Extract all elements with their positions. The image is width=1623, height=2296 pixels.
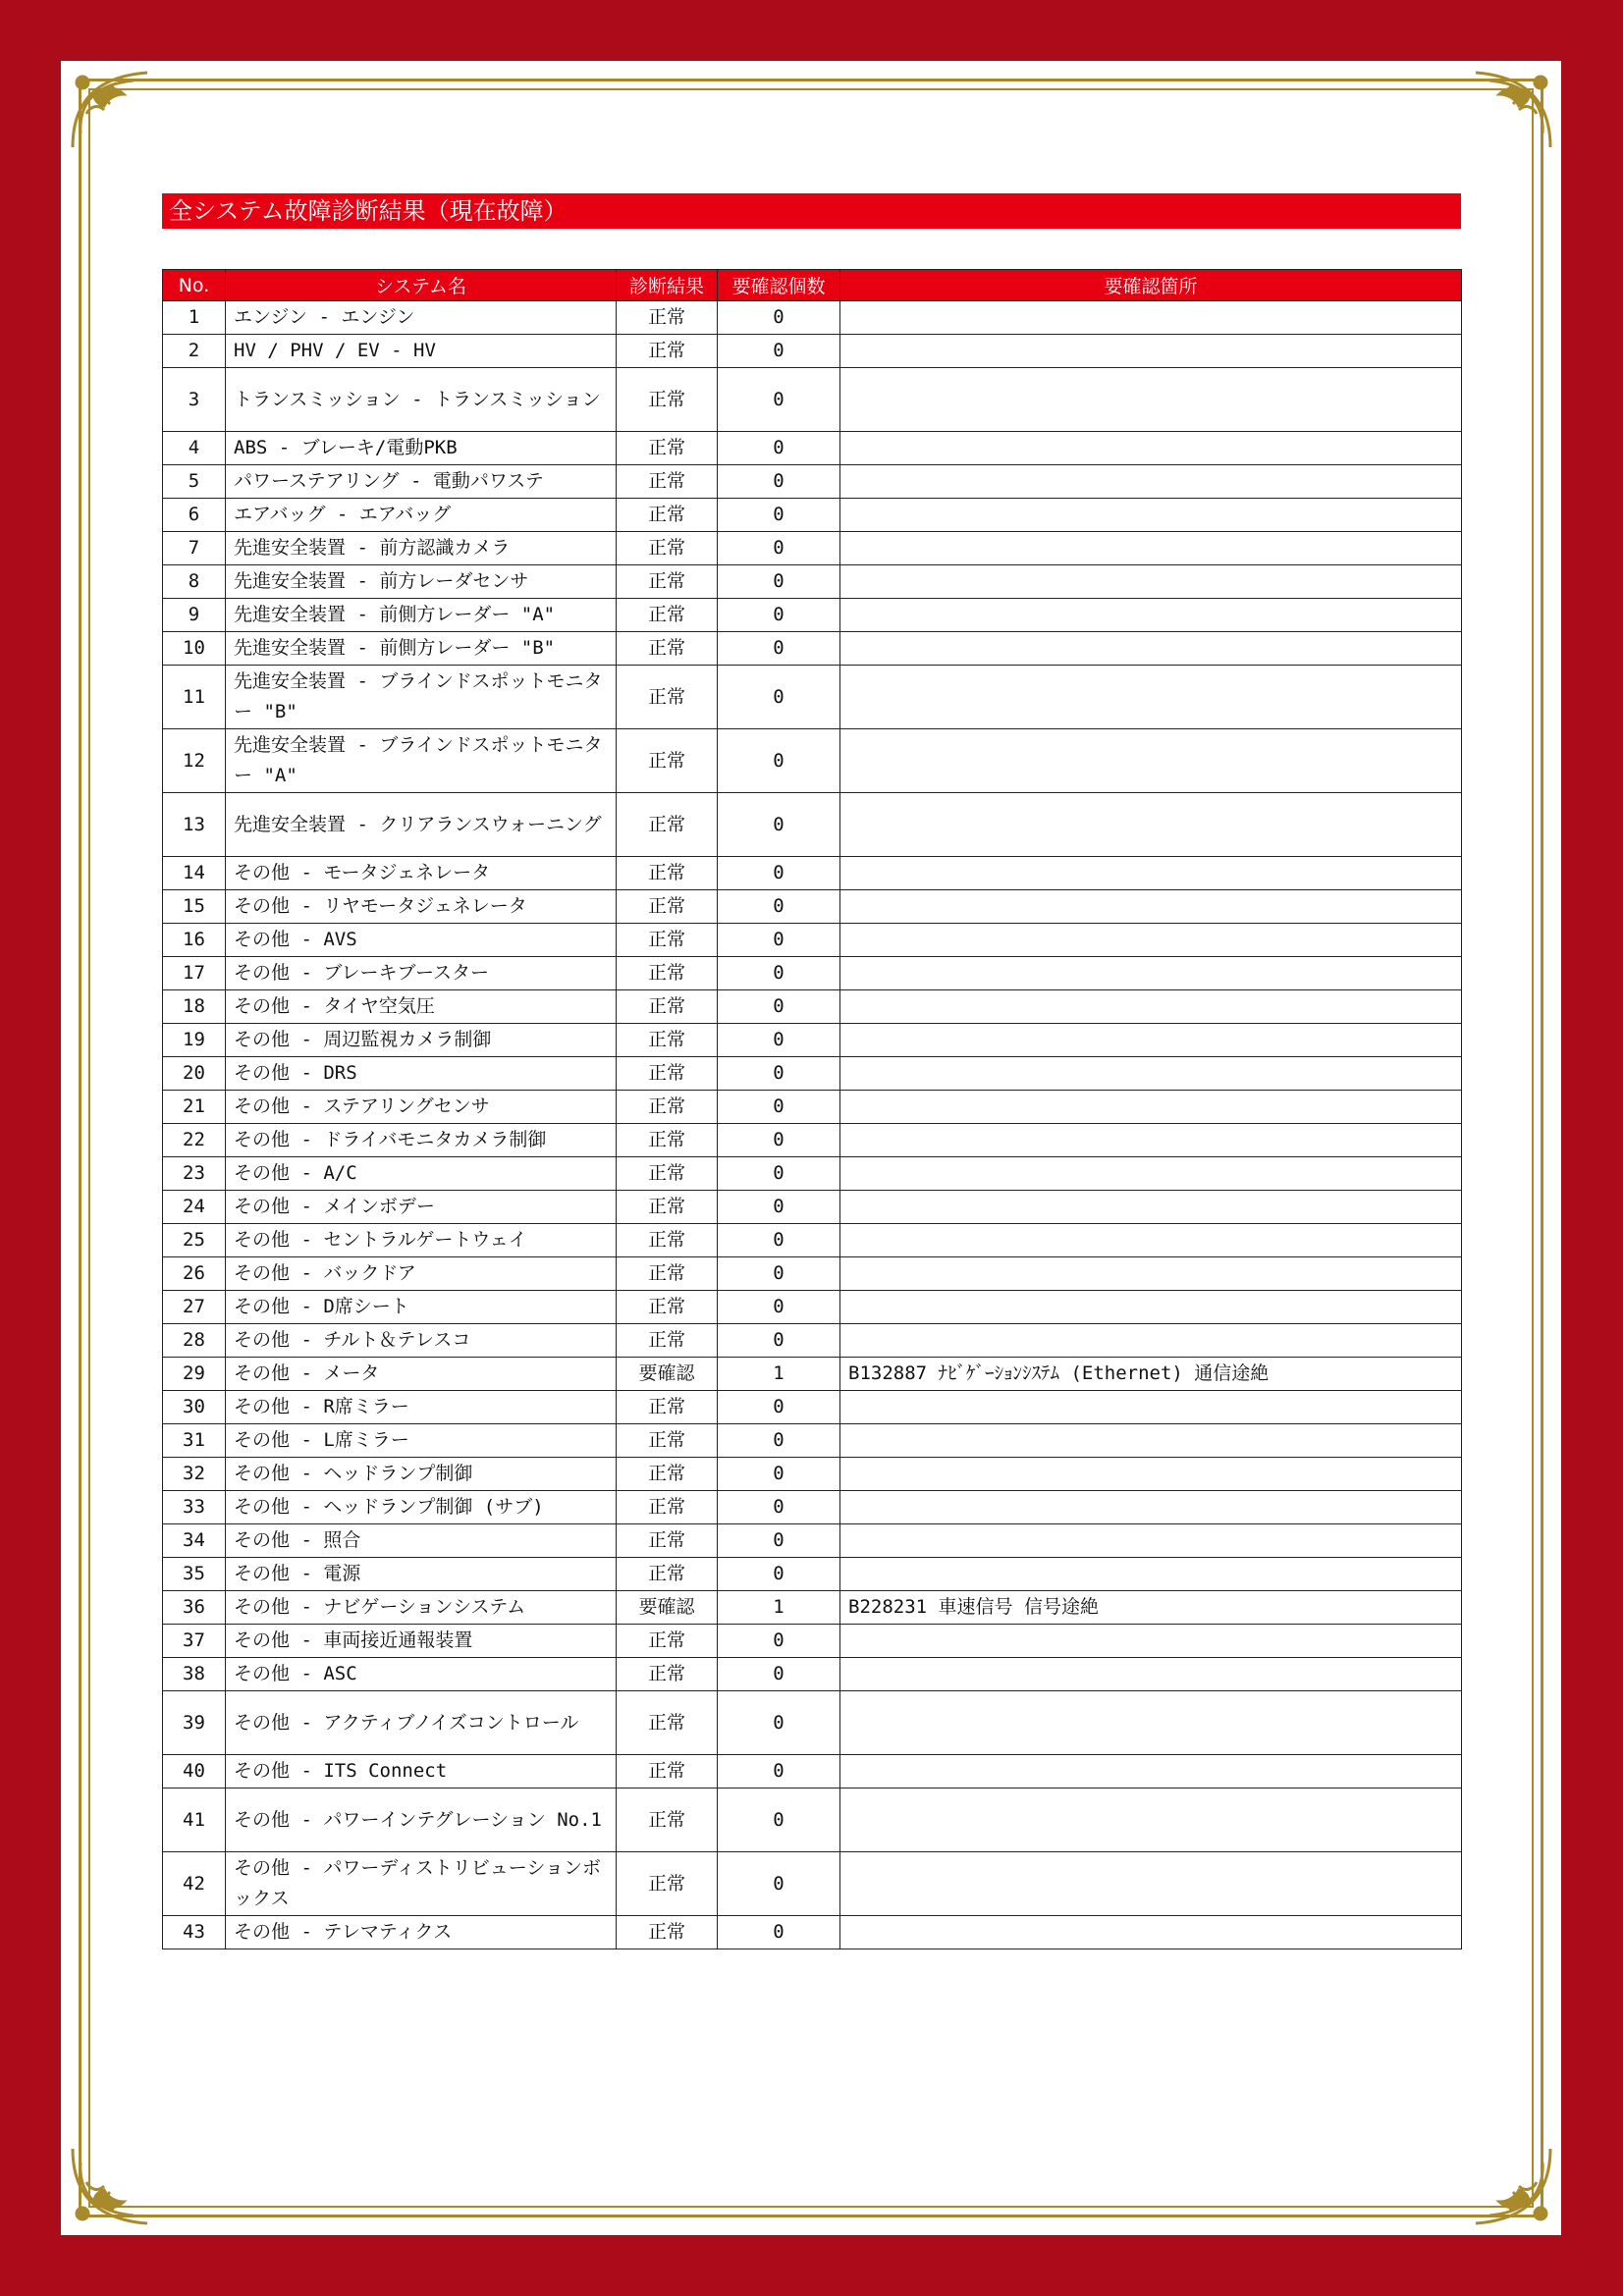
row-result: 正常 [617, 1191, 718, 1224]
row-system-name: その他 - ITS Connect [226, 1755, 617, 1789]
row-system-name: 先進安全装置 - クリアランスウォーニング [226, 793, 617, 857]
row-location [840, 1625, 1462, 1658]
row-result: 正常 [617, 565, 718, 599]
row-location [840, 1658, 1462, 1691]
header-no: No. [163, 270, 226, 301]
row-result: 正常 [617, 465, 718, 499]
row-result: 正常 [617, 301, 718, 335]
row-location [840, 499, 1462, 532]
table-row [163, 1157, 1462, 1191]
row-system-name: その他 - D席シート [226, 1291, 617, 1324]
row-location [840, 368, 1462, 432]
table-row [163, 1852, 1462, 1916]
row-count: 1 [718, 1591, 840, 1625]
row-system-name: エンジン - エンジン [226, 301, 617, 335]
row-count: 0 [718, 1257, 840, 1291]
row-system-name: その他 - パワーディストリビューションボックス [226, 1852, 617, 1916]
row-result: 正常 [617, 666, 718, 729]
row-no: 24 [163, 1191, 226, 1224]
table-row [163, 465, 1462, 499]
row-no: 25 [163, 1224, 226, 1257]
row-system-name: その他 - 周辺監視カメラ制御 [226, 1024, 617, 1057]
row-system-name: エアバッグ - エアバッグ [226, 499, 617, 532]
table-row [163, 1024, 1462, 1057]
row-count: 0 [718, 1324, 840, 1358]
row-result: 正常 [617, 990, 718, 1024]
row-location [840, 1491, 1462, 1524]
row-result: 正常 [617, 793, 718, 857]
row-location [840, 857, 1462, 890]
table-row [163, 857, 1462, 890]
row-no: 19 [163, 1024, 226, 1057]
table-row [163, 301, 1462, 335]
row-result: 正常 [617, 1658, 718, 1691]
row-result: 正常 [617, 432, 718, 465]
row-count: 0 [718, 1391, 840, 1424]
row-location [840, 565, 1462, 599]
table-row [163, 1916, 1462, 1949]
row-location [840, 1424, 1462, 1458]
row-system-name: その他 - ヘッドランプ制御 (サブ) [226, 1491, 617, 1524]
row-location [840, 335, 1462, 368]
row-result: 正常 [617, 335, 718, 368]
row-location [840, 599, 1462, 632]
table-row [163, 532, 1462, 565]
page-title: 全システム故障診断結果（現在故障） [162, 193, 1461, 229]
row-system-name: その他 - アクティブノイズコントロール [226, 1691, 617, 1755]
table-row [163, 666, 1462, 729]
row-system-name: 先進安全装置 - ブラインドスポットモニター "B" [226, 666, 617, 729]
row-result: 正常 [617, 1755, 718, 1789]
row-system-name: その他 - 車両接近通報装置 [226, 1625, 617, 1658]
row-count: 0 [718, 1558, 840, 1591]
row-result: 正常 [617, 1257, 718, 1291]
row-no: 28 [163, 1324, 226, 1358]
row-location [840, 1524, 1462, 1558]
row-count: 0 [718, 632, 840, 666]
row-result: 正常 [617, 1789, 718, 1852]
table-row [163, 1658, 1462, 1691]
row-count: 0 [718, 666, 840, 729]
table-row [163, 1524, 1462, 1558]
table-row [163, 890, 1462, 924]
row-location [840, 301, 1462, 335]
row-location [840, 1024, 1462, 1057]
row-location [840, 990, 1462, 1024]
row-location [840, 890, 1462, 924]
row-no: 5 [163, 465, 226, 499]
row-system-name: その他 - L席ミラー [226, 1424, 617, 1458]
row-count: 0 [718, 1691, 840, 1755]
row-count: 0 [718, 1852, 840, 1916]
row-result: 正常 [617, 1491, 718, 1524]
row-no: 40 [163, 1755, 226, 1789]
row-count: 0 [718, 532, 840, 565]
table-row [163, 565, 1462, 599]
row-count: 0 [718, 1124, 840, 1157]
row-result: 正常 [617, 1124, 718, 1157]
row-location [840, 1458, 1462, 1491]
row-count: 0 [718, 1157, 840, 1191]
row-location [840, 924, 1462, 957]
row-system-name: トランスミッション - トランスミッション [226, 368, 617, 432]
row-no: 15 [163, 890, 226, 924]
row-location [840, 532, 1462, 565]
row-count: 0 [718, 1024, 840, 1057]
header-count: 要確認個数 [718, 270, 840, 301]
row-result: 正常 [617, 499, 718, 532]
row-system-name: その他 - ブレーキブースター [226, 957, 617, 990]
row-result: 正常 [617, 1458, 718, 1491]
table-header-row [163, 270, 1462, 301]
row-no: 26 [163, 1257, 226, 1291]
row-no: 33 [163, 1491, 226, 1524]
ornament-corner-icon [1468, 65, 1558, 155]
table-row [163, 1458, 1462, 1491]
table-row [163, 924, 1462, 957]
row-count: 0 [718, 1524, 840, 1558]
row-count: 0 [718, 1916, 840, 1949]
row-no: 1 [163, 301, 226, 335]
ornament-corner-icon [1468, 2141, 1558, 2231]
row-no: 18 [163, 990, 226, 1024]
table-row [163, 599, 1462, 632]
table-row [163, 1491, 1462, 1524]
row-count: 0 [718, 1291, 840, 1324]
table-row [163, 957, 1462, 990]
row-no: 2 [163, 335, 226, 368]
row-no: 20 [163, 1057, 226, 1091]
row-no: 30 [163, 1391, 226, 1424]
row-no: 38 [163, 1658, 226, 1691]
row-count: 0 [718, 1491, 840, 1524]
row-system-name: その他 - セントラルゲートウェイ [226, 1224, 617, 1257]
row-no: 3 [163, 368, 226, 432]
row-result: 正常 [617, 1558, 718, 1591]
row-count: 0 [718, 301, 840, 335]
row-count: 0 [718, 565, 840, 599]
header-location: 要確認箇所 [840, 270, 1462, 301]
ornament-corner-icon [65, 65, 155, 155]
row-count: 0 [718, 890, 840, 924]
table-row [163, 432, 1462, 465]
row-system-name: その他 - 電源 [226, 1558, 617, 1591]
table-row [163, 1091, 1462, 1124]
row-result: 正常 [617, 729, 718, 793]
row-location [840, 1124, 1462, 1157]
row-location: B228231 車速信号 信号途絶 [840, 1591, 1462, 1625]
row-no: 12 [163, 729, 226, 793]
table-row [163, 729, 1462, 793]
row-result: 正常 [617, 1691, 718, 1755]
row-location [840, 1324, 1462, 1358]
table-row [163, 1424, 1462, 1458]
row-system-name: その他 - 照合 [226, 1524, 617, 1558]
table-row [163, 335, 1462, 368]
row-result: 正常 [617, 1291, 718, 1324]
row-result: 正常 [617, 1852, 718, 1916]
row-system-name: その他 - モータジェネレータ [226, 857, 617, 890]
row-location [840, 1091, 1462, 1124]
table-row [163, 1789, 1462, 1852]
row-system-name: その他 - A/C [226, 1157, 617, 1191]
row-no: 9 [163, 599, 226, 632]
table-row [163, 1057, 1462, 1091]
row-no: 17 [163, 957, 226, 990]
row-result: 正常 [617, 924, 718, 957]
row-location [840, 1157, 1462, 1191]
row-system-name: その他 - R席ミラー [226, 1391, 617, 1424]
row-system-name: その他 - メータ [226, 1358, 617, 1391]
table-row [163, 793, 1462, 857]
row-result: 正常 [617, 532, 718, 565]
table-row [163, 1257, 1462, 1291]
row-result: 正常 [617, 1091, 718, 1124]
row-no: 34 [163, 1524, 226, 1558]
table-row [163, 1558, 1462, 1591]
row-result: 正常 [617, 857, 718, 890]
row-location [840, 1755, 1462, 1789]
row-location [840, 1191, 1462, 1224]
row-no: 29 [163, 1358, 226, 1391]
row-no: 27 [163, 1291, 226, 1324]
table-row [163, 1691, 1462, 1755]
row-no: 13 [163, 793, 226, 857]
ornament-corner-icon [65, 2141, 155, 2231]
row-result: 要確認 [617, 1358, 718, 1391]
row-no: 6 [163, 499, 226, 532]
row-count: 0 [718, 1091, 840, 1124]
table-row [163, 368, 1462, 432]
row-no: 32 [163, 1458, 226, 1491]
table-row [163, 1625, 1462, 1658]
table-row [163, 1191, 1462, 1224]
row-count: 0 [718, 335, 840, 368]
row-system-name: その他 - ヘッドランプ制御 [226, 1458, 617, 1491]
table-row [163, 1324, 1462, 1358]
row-count: 0 [718, 599, 840, 632]
row-location [840, 432, 1462, 465]
row-no: 36 [163, 1591, 226, 1625]
row-count: 1 [718, 1358, 840, 1391]
row-location [840, 1057, 1462, 1091]
row-no: 4 [163, 432, 226, 465]
row-location [840, 1789, 1462, 1852]
row-count: 0 [718, 1658, 840, 1691]
row-location [840, 666, 1462, 729]
row-system-name: 先進安全装置 - 前側方レーダー "A" [226, 599, 617, 632]
row-location [840, 632, 1462, 666]
row-system-name: その他 - DRS [226, 1057, 617, 1091]
row-location [840, 1852, 1462, 1916]
row-result: 正常 [617, 1625, 718, 1658]
row-system-name: 先進安全装置 - ブラインドスポットモニター "A" [226, 729, 617, 793]
row-location [840, 1291, 1462, 1324]
row-no: 41 [163, 1789, 226, 1852]
row-count: 0 [718, 1424, 840, 1458]
row-location [840, 1257, 1462, 1291]
row-no: 22 [163, 1124, 226, 1157]
row-result: 正常 [617, 1057, 718, 1091]
row-location [840, 957, 1462, 990]
row-count: 0 [718, 729, 840, 793]
row-result: 正常 [617, 1224, 718, 1257]
row-no: 21 [163, 1091, 226, 1124]
row-no: 35 [163, 1558, 226, 1591]
row-system-name: その他 - リヤモータジェネレータ [226, 890, 617, 924]
diagnosis-table [162, 269, 1462, 1949]
row-count: 0 [718, 957, 840, 990]
row-system-name: ABS - ブレーキ/電動PKB [226, 432, 617, 465]
table-row [163, 1358, 1462, 1391]
table-row [163, 1391, 1462, 1424]
row-no: 37 [163, 1625, 226, 1658]
row-system-name: 先進安全装置 - 前方レーダセンサ [226, 565, 617, 599]
row-result: 正常 [617, 957, 718, 990]
table-row [163, 1755, 1462, 1789]
row-result: 要確認 [617, 1591, 718, 1625]
row-no: 43 [163, 1916, 226, 1949]
row-count: 0 [718, 857, 840, 890]
row-system-name: その他 - タイヤ空気圧 [226, 990, 617, 1024]
table-row [163, 1124, 1462, 1157]
row-location [840, 1224, 1462, 1257]
row-count: 0 [718, 432, 840, 465]
table-row [163, 1291, 1462, 1324]
header-system-name: システム名 [226, 270, 617, 301]
table-row [163, 1591, 1462, 1625]
row-location [840, 1691, 1462, 1755]
row-count: 0 [718, 793, 840, 857]
row-count: 0 [718, 1458, 840, 1491]
row-location [840, 1558, 1462, 1591]
row-no: 7 [163, 532, 226, 565]
row-no: 42 [163, 1852, 226, 1916]
row-no: 16 [163, 924, 226, 957]
row-count: 0 [718, 465, 840, 499]
row-count: 0 [718, 368, 840, 432]
row-system-name: その他 - ASC [226, 1658, 617, 1691]
row-system-name: その他 - ドライバモニタカメラ制御 [226, 1124, 617, 1157]
row-count: 0 [718, 1789, 840, 1852]
row-location [840, 465, 1462, 499]
row-result: 正常 [617, 1424, 718, 1458]
row-result: 正常 [617, 1157, 718, 1191]
row-system-name: 先進安全装置 - 前方認識カメラ [226, 532, 617, 565]
row-count: 0 [718, 1224, 840, 1257]
row-system-name: その他 - パワーインテグレーション No.1 [226, 1789, 617, 1852]
row-no: 39 [163, 1691, 226, 1755]
row-location [840, 729, 1462, 793]
table-row [163, 499, 1462, 532]
row-count: 0 [718, 1625, 840, 1658]
table-row [163, 632, 1462, 666]
row-no: 11 [163, 666, 226, 729]
row-system-name: その他 - チルト＆テレスコ [226, 1324, 617, 1358]
row-count: 0 [718, 990, 840, 1024]
row-no: 31 [163, 1424, 226, 1458]
row-location [840, 1391, 1462, 1424]
row-count: 0 [718, 1755, 840, 1789]
row-result: 正常 [617, 890, 718, 924]
row-system-name: その他 - AVS [226, 924, 617, 957]
row-location: B132887 ﾅﾋﾞｹﾞｰｼｮﾝｼｽﾃﾑ (Ethernet) 通信途絶 [840, 1358, 1462, 1391]
row-result: 正常 [617, 1524, 718, 1558]
row-location [840, 1916, 1462, 1949]
row-no: 14 [163, 857, 226, 890]
row-result: 正常 [617, 1391, 718, 1424]
row-result: 正常 [617, 368, 718, 432]
row-system-name: パワーステアリング - 電動パワステ [226, 465, 617, 499]
row-count: 0 [718, 1191, 840, 1224]
row-system-name: その他 - ステアリングセンサ [226, 1091, 617, 1124]
row-system-name: その他 - テレマティクス [226, 1916, 617, 1949]
table-row [163, 990, 1462, 1024]
row-result: 正常 [617, 1024, 718, 1057]
row-result: 正常 [617, 1916, 718, 1949]
row-no: 8 [163, 565, 226, 599]
row-count: 0 [718, 1057, 840, 1091]
row-system-name: その他 - ナビゲーションシステム [226, 1591, 617, 1625]
row-no: 23 [163, 1157, 226, 1191]
row-result: 正常 [617, 632, 718, 666]
row-system-name: 先進安全装置 - 前側方レーダー "B" [226, 632, 617, 666]
row-result: 正常 [617, 599, 718, 632]
row-result: 正常 [617, 1324, 718, 1358]
row-system-name: その他 - バックドア [226, 1257, 617, 1291]
header-result: 診断結果 [617, 270, 718, 301]
table-row [163, 1224, 1462, 1257]
row-count: 0 [718, 499, 840, 532]
row-count: 0 [718, 924, 840, 957]
row-no: 10 [163, 632, 226, 666]
row-location [840, 793, 1462, 857]
row-system-name: その他 - メインボデー [226, 1191, 617, 1224]
row-system-name: HV / PHV / EV - HV [226, 335, 617, 368]
